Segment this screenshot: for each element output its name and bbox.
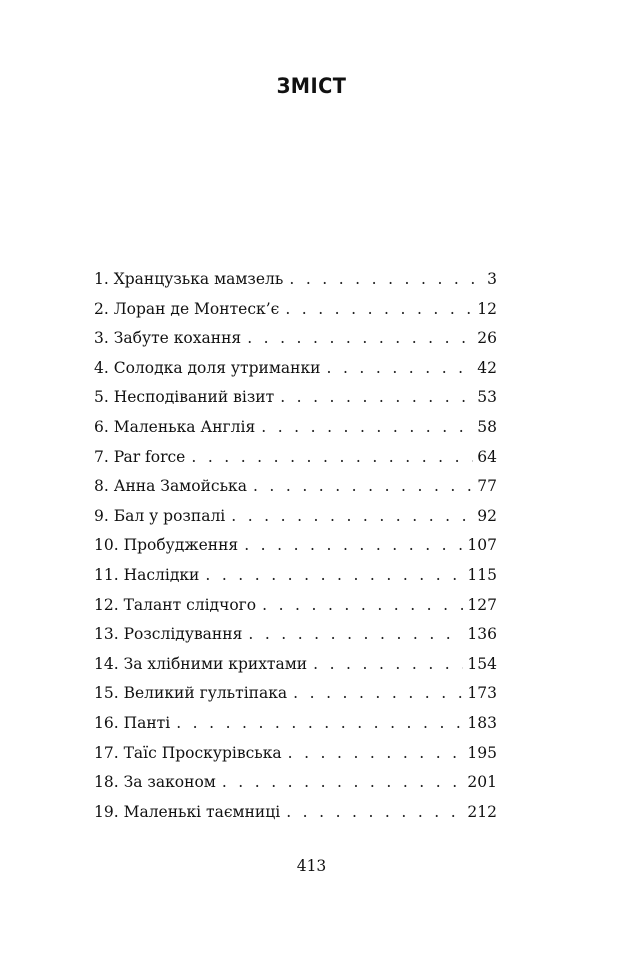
toc-leader-dots [205, 566, 463, 584]
page-title: ЗМІСТ [276, 74, 347, 98]
toc-entry [94, 625, 497, 655]
toc-entry-title: 18. За законом [94, 773, 216, 792]
toc-entry [94, 566, 497, 596]
toc-entry-page: 183 [467, 713, 497, 732]
toc-leader-dots [253, 477, 473, 495]
toc-entry-title: 7. Par force [94, 447, 186, 466]
toc-entry-page: 42 [477, 358, 497, 377]
toc-entry-title: 6. Маленька Англія [94, 417, 256, 436]
toc-entry-page: 195 [467, 743, 497, 762]
toc-entry-page: 154 [467, 654, 497, 673]
toc-entry-title: 10. Пробудження [94, 536, 239, 555]
toc-entry-title: 11. Наслідки [94, 565, 200, 584]
toc-leader-dots [191, 448, 473, 466]
toc-entry [94, 300, 497, 330]
toc-leader-dots [244, 536, 463, 554]
toc-leader-dots [222, 773, 464, 791]
toc-entry [94, 359, 497, 389]
toc-entry-title: 12. Талант слідчого [94, 595, 257, 614]
toc-entry-title: 9. Бал у розпалі [94, 506, 226, 525]
toc-leader-dots [280, 388, 473, 406]
page-number: 413 [296, 857, 327, 875]
toc-entry-page: 26 [477, 329, 497, 348]
toc-entry-page: 136 [467, 625, 497, 644]
toc-leader-dots [231, 507, 473, 525]
toc-entry-page: 107 [467, 536, 497, 555]
toc-entry-page: 77 [477, 477, 497, 496]
toc-entry-page: 92 [477, 506, 497, 525]
toc-entry [94, 773, 497, 803]
toc-entry-title: 13. Розслідування [94, 625, 243, 644]
toc-entry-title: 19. Маленькі таємниці [94, 802, 281, 821]
toc-entry-page: 212 [467, 802, 497, 821]
toc-entry [94, 744, 497, 774]
toc-entry [94, 329, 497, 359]
toc-entry [94, 270, 497, 300]
toc-entry-title: 5. Несподіваний візит [94, 388, 275, 407]
toc-entry-page: 53 [477, 388, 497, 407]
toc-entry-title: 15. Великий гультіпака [94, 684, 288, 703]
toc-leader-dots [261, 418, 473, 436]
toc-leader-dots [247, 329, 473, 347]
toc-entry-page: 127 [467, 595, 497, 614]
toc-entry-title: 2. Лоран де Монтеск’є [94, 299, 280, 318]
toc-entry [94, 536, 497, 566]
toc-entry [94, 388, 497, 418]
toc-entry-title: 14. За хлібними крихтами [94, 654, 308, 673]
toc-entry [94, 655, 497, 685]
toc-leader-dots [286, 803, 463, 821]
toc-entry [94, 596, 497, 626]
toc-leader-dots [327, 359, 474, 377]
toc-leader-dots [248, 625, 463, 643]
toc-leader-dots [313, 655, 463, 673]
toc-leader-dots [285, 300, 473, 318]
toc-entry-title: 16. Панті [94, 713, 171, 732]
toc-entry [94, 448, 497, 478]
toc-leader-dots [176, 714, 463, 732]
toc-entry [94, 418, 497, 448]
toc-entry-page: 201 [467, 773, 497, 792]
toc-entry-page: 3 [487, 270, 497, 288]
toc-entry-title: 8. Анна Замойська [94, 477, 247, 496]
toc-leader-dots [289, 270, 483, 288]
toc-entry [94, 477, 497, 507]
table-of-contents [94, 270, 497, 832]
toc-leader-dots [288, 744, 464, 762]
toc-entry-page: 173 [467, 684, 497, 703]
toc-leader-dots [262, 596, 463, 614]
toc-entry-page: 64 [477, 447, 497, 466]
toc-entry [94, 714, 497, 744]
toc-entry-title: 17. Таїс Проскурівська [94, 743, 282, 762]
toc-entry-page: 58 [477, 417, 497, 436]
toc-entry [94, 684, 497, 714]
toc-entry-page: 115 [467, 565, 497, 584]
toc-entry [94, 507, 497, 537]
toc-entry-title: 3. Забуте кохання [94, 329, 242, 348]
toc-leader-dots [293, 684, 463, 702]
toc-entry [94, 803, 497, 833]
toc-entry-title: 1. Хранцузька мамзель [94, 270, 284, 288]
toc-entry-title: 4. Солодка доля утриманки [94, 358, 321, 377]
toc-entry-page: 12 [477, 299, 497, 318]
